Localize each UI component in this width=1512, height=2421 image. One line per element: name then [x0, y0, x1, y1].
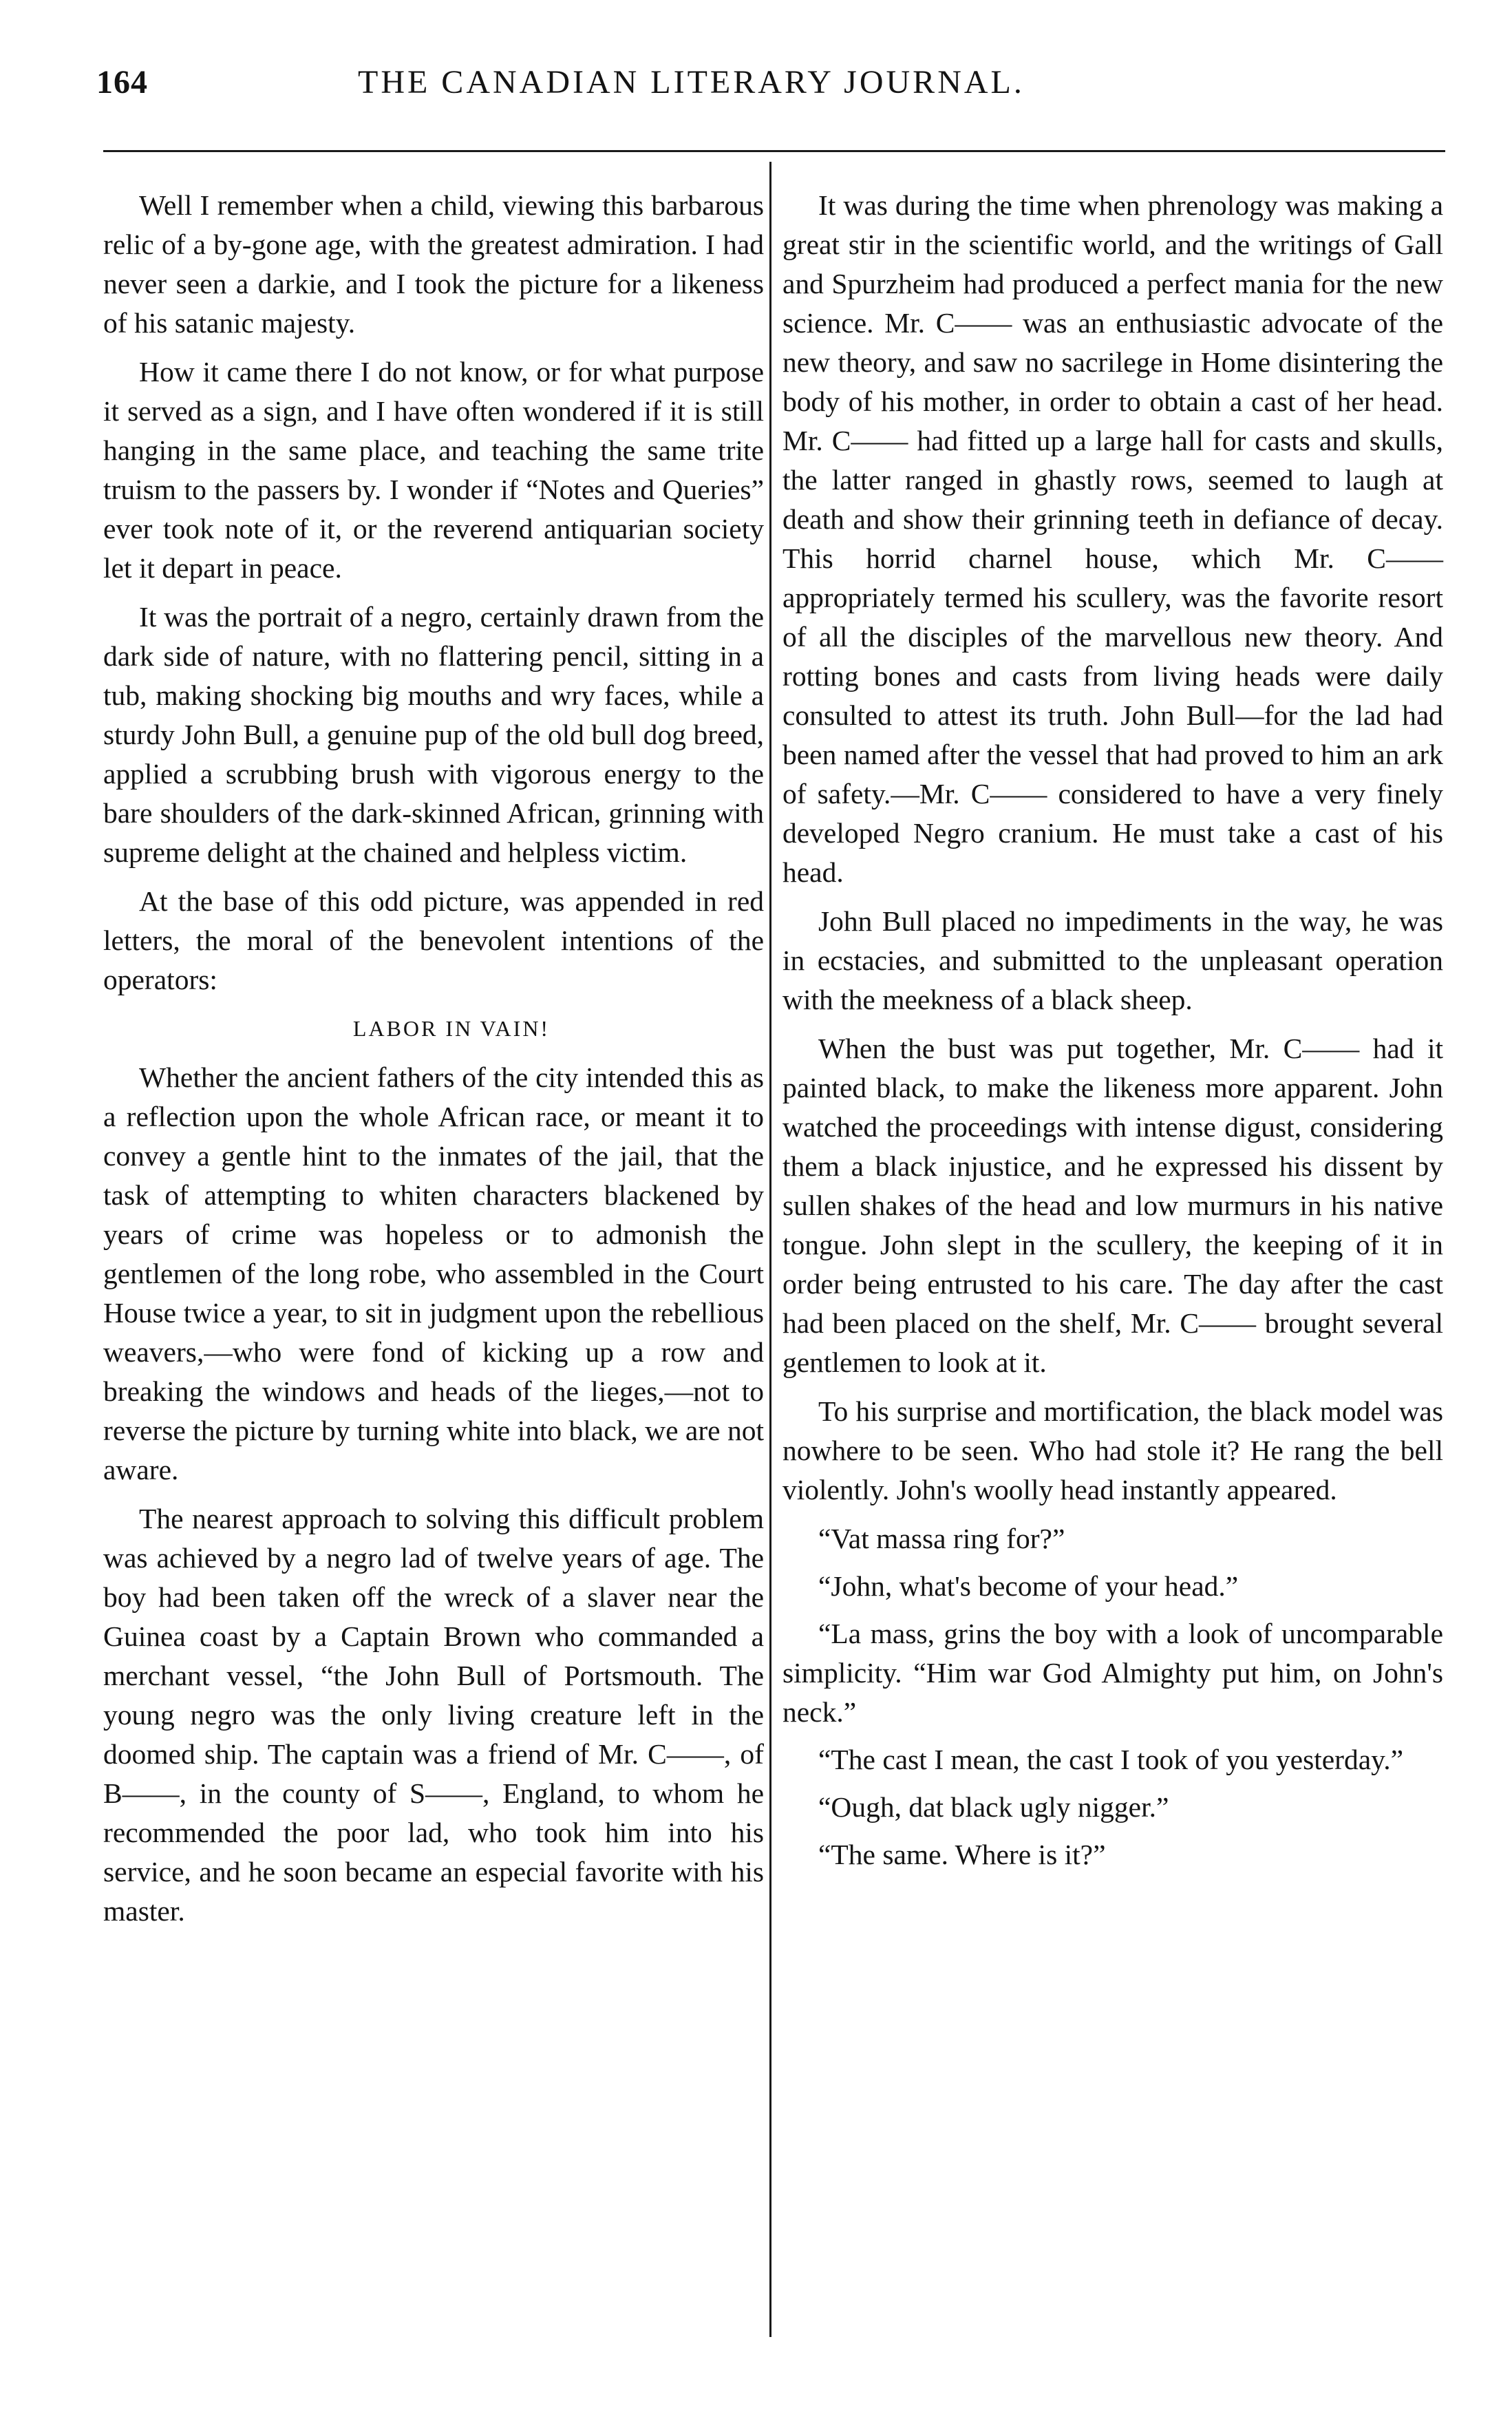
- page-number: 164: [96, 64, 148, 101]
- dialogue-line: “The cast I mean, the cast I took of you yesterday.”: [818, 1744, 1404, 1775]
- paragraph: The nearest approach to solving this difficult problem was achieved by a negro lad of twelve years of age. The boy had been taken off the wreck of a slaver near the Guinea coast by a Captain Brown who commanded a merchant vessel, “the John Bull of Portsmouth. The young negro was the only living creature left in the doomed ship. The captain was a friend of Mr. C——, of B——, in the county of S——, England, to whom he recommended the poor lad, who took him into his service, and he soon became an especial favorite with his master.: [103, 1503, 764, 1927]
- paragraph: To his surprise and mortification, the black model was nowhere to be seen. Who had stole it? He rang the bell violently. John's woolly head instantly appeared.: [782, 1395, 1443, 1505]
- dialogue-line: “La mass, grins the boy with a look of uncomparable simplicity. “Him war God Almighty put him, on John's neck.”: [782, 1618, 1443, 1728]
- dialogue-line: “John, what's become of your head.”: [818, 1570, 1239, 1602]
- left-column: [103, 186, 764, 1941]
- column-divider: [769, 162, 771, 2337]
- right-column: [782, 186, 1443, 1883]
- paragraph: Well I remember when a child, viewing this barbarous relic of a by-gone age, with the greatest admiration. I had never seen a darkie, and I took the picture for a likeness of his satanic majesty.: [103, 189, 764, 339]
- header-rule: [103, 150, 1445, 152]
- dialogue-line: “Vat massa ring for?”: [818, 1523, 1065, 1554]
- paragraph: It was the portrait of a negro, certainly drawn from the dark side of nature, with no flattering pencil, sitting in a tub, making shocking big mouths and wry faces, while a sturdy John Bull, a genuine pup of the old bull dog breed, applied a scrubbing brush with vigorous energy to the bare shoulders of the dark-skinned African, grinning with supreme delight at the chained and helpless victim.: [103, 601, 764, 868]
- dialogue-line: “Ough, dat black ugly nigger.”: [818, 1791, 1169, 1823]
- paragraph: How it came there I do not know, or for what purpose it served as a sign, and I have often wondered if it is still hanging in the same place, and teaching the same trite truism to the passers by. I wonder if “Notes and Queries” ever took note of it, or the reverend antiquarian society let it depart in peace.: [103, 356, 764, 584]
- paragraph: It was during the time when phrenology was making a great stir in the scientific world, and the writings of Gall and Spurzheim had produced a perfect mania for the new science. Mr. C—— was an enthusiastic advocate of the new theory, and saw no sacrilege in Home disintering the body of his mother, in order to obtain a cast of her head. Mr. C—— had fitted up a large hall for casts and skulls, the latter ranged in ghastly rows, seemed to laugh at death and show their grinning teeth in defiance of decay. This horrid charnel house, which Mr. C—— appropriately termed his scullery, was the favorite resort of all the disciples of the marvellous new theory. And rotting bones and casts from living heads were daily consulted to attest its truth. John Bull—for the lad had been named after the vessel that had proved to him an ark of safety.—Mr. C—— considered to have a very finely developed Negro cranium. He must take a cast of his head.: [782, 189, 1443, 888]
- paragraph: Whether the ancient fathers of the city intended this as a reflection upon the whole African race, or meant it to convey a gentle hint to the inmates of the jail, that the task of attempting to whiten characters blackened by years of crime was hopeless or to admonish the gentlemen of the long robe, who assembled in the Court House twice a year, to sit in judgment upon the rebellious weavers,—who were fond of kicking up a row and breaking the windows and heads of the lieges,—not to reverse the picture by turning white into black, we are not aware.: [103, 1061, 764, 1486]
- section-heading: LABOR IN VAIN!: [352, 1016, 551, 1041]
- paragraph: When the bust was put together, Mr. C—— had it painted black, to make the likeness more apparent. John watched the proceedings with intense digust, considering them a black injustice, and he expressed his dissent by sullen shakes of the head and low murmurs in his native tongue. John slept in the scullery, the keeping of it in order being entrusted to his care. The day after the cast had been placed on the shelf, Mr. C—— brought several gentlemen to look at it.: [782, 1033, 1443, 1378]
- paragraph: At the base of this odd picture, was appended in red letters, the moral of the benevolent intentions of the operators:: [103, 885, 764, 995]
- paragraph: John Bull placed no impediments in the way, he was in ecstacies, and submitted to the unpleasant operation with the meekness of a black sheep.: [782, 905, 1443, 1015]
- journal-title: THE CANADIAN LITERARY JOURNAL.: [358, 64, 1025, 101]
- page-header: [96, 63, 1449, 125]
- dialogue-line: “The same. Where is it?”: [818, 1839, 1106, 1870]
